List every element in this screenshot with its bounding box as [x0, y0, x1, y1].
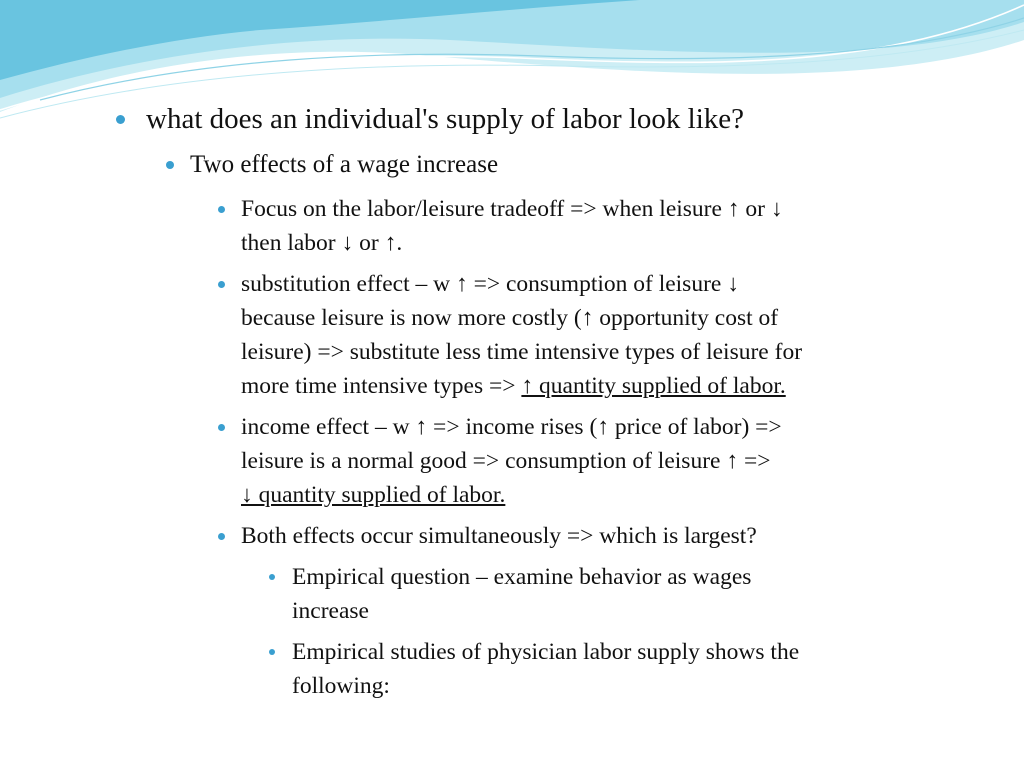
line-text: Empirical question – examine behavior as wages: [292, 564, 752, 590]
line-text: income effect – w ↑ => income rises (↑ price of labor) =>: [241, 414, 782, 440]
line-text: then labor ↓ or ↑.: [241, 230, 403, 256]
line-text: Empirical studies of physician labor supply shows the: [292, 639, 800, 665]
line-text: following:: [292, 673, 390, 699]
line-text: because leisure is now more costly (↑ opportunity cost of: [241, 305, 779, 331]
bullet-dot: [218, 206, 225, 213]
line-text: Focus on the labor/leisure tradeoff => when leisure ↑ or ↓: [241, 196, 783, 222]
bullet-dot: [166, 161, 174, 169]
heading-bullet-level1: [146, 102, 966, 136]
bullet-empirical-studies: [292, 635, 972, 703]
underlined-text: ↑ quantity supplied of labor.: [521, 373, 786, 399]
underlined-text: ↓ quantity supplied of labor.: [241, 482, 506, 508]
bullet-dot: [218, 424, 225, 431]
bullet-both-effects: [241, 519, 976, 553]
bullet-dot: [269, 574, 275, 580]
bullet-labor-leisure-tradeoff: [241, 192, 976, 260]
bullet-dot: [116, 115, 125, 124]
bullet-empirical-question: [292, 560, 972, 628]
line-text: leisure) => substitute less time intensive types of leisure for: [241, 339, 803, 365]
line-text: Both effects occur simultaneously => which is largest?: [241, 523, 757, 549]
heading-text: what does an individual's supply of labor look like?: [146, 103, 745, 135]
bullet-dot: [269, 649, 275, 655]
bullet-level2: [190, 150, 970, 180]
bullet-income-effect: [241, 410, 976, 512]
bullet-dot: [218, 533, 225, 540]
line-text: increase: [292, 598, 369, 624]
bullet-substitution-effect: [241, 267, 976, 403]
bullet-dot: [218, 281, 225, 288]
line-text: substitution effect – w ↑ => consumption of leisure ↓: [241, 271, 739, 297]
line-text: more time intensive types =>: [241, 373, 522, 399]
line-text: leisure is a normal good => consumption of leisure ↑ =>: [241, 448, 771, 474]
bullet-text: Two effects of a wage increase: [190, 151, 499, 178]
